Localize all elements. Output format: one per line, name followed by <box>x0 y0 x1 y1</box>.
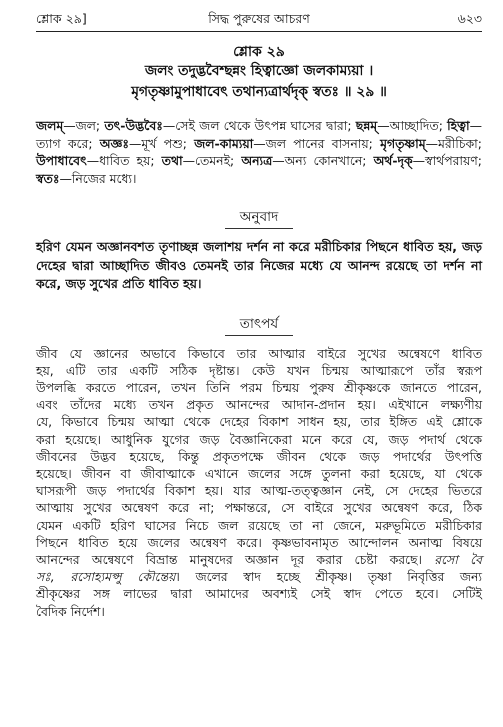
synonym-term: হিত্বা <box>447 118 470 133</box>
synonym-term: অন্যত্র <box>241 153 273 168</box>
translation-heading: অনুবাদ <box>239 209 279 225</box>
verse-number: শ্লোক ২৯ <box>233 44 285 60</box>
purport-line <box>36 585 482 602</box>
purport-quote: সঃ, রসোহ্যমপ্সু কৌন্তেয় <box>36 569 176 585</box>
purport-line <box>36 345 482 362</box>
running-head-chapter-title: সিদ্ধ পুরুষের আচরণ <box>208 11 310 26</box>
synonym-meaning: নিজের মধ্যে। <box>71 170 137 186</box>
book-page <box>36 10 482 620</box>
synonym-term: জলম্ <box>36 118 64 133</box>
purport-segment: করা হয়েছে। আধুনিক যুগের জড় বৈজ্ঞানিকেরা মনে করে যে, জড় পদার্থ থেকে <box>36 431 482 447</box>
purport-segment: হয়, এটি তার একটি সঠিক দৃষ্টান্ত। কেউ যখন চিন্ময় আত্মারূপে তাঁর স্বরূপ <box>36 362 482 378</box>
page-number: ৬২৩ <box>457 11 482 26</box>
synonym-term: মৃগতৃষ্ণাম্ <box>380 135 426 151</box>
purport-line <box>36 499 482 516</box>
synonym-meaning: ধাবিত হয়; <box>99 153 155 168</box>
synonyms-paragraph: জলম্—জল; তৎ-উদ্ভবৈঃ—সেই জল থেকে উৎপন্ন ঘাসের দ্বারা; ছন্নম্—আচ্ছাদিত; হিত্বা—ত্যাগ করে; অজ্ঞঃ—মূর্খ পশু; জল-কাম্যয়া—জল পানের বাসনায়; মৃগতৃষ্ণাম্—মরীচিকা; উপাধাবেৎ—ধাবিত হয়; তথা—তেমনই; অন্যত্র—অন্য কোনখানে; অর্থ-দৃক্—স্বার্থপরায়ণ; স্বতঃ—নিজের মধ্যে। <box>36 118 482 186</box>
header-rule <box>36 31 482 32</box>
purport-line <box>36 413 482 430</box>
synonym-meaning: জল; <box>75 118 101 133</box>
purport-segment: আত্মায় সুখের অন্বেষণ করে না; পক্ষান্তরে, সে বাইরে সুখের অন্বেষণ করে, ঠিক <box>36 500 482 516</box>
synonym-term: স্বতঃ <box>36 170 60 186</box>
purport-segment: যে, কিভাবে চিন্ময় আত্মা থেকে দেহের বিকাশ সাধন হয়, তার ইঙ্গিত এই শ্লোকে <box>36 414 482 430</box>
purport-line <box>36 517 482 534</box>
purport-segment: যেমন একটি হরিণ ঘাসের নিচে জল রয়েছে তা না জেনে, মরুভূমিতে মরীচিকার <box>36 517 482 533</box>
synonym-meaning: ত্যাগ করে; <box>36 135 93 151</box>
purport-line <box>36 379 482 396</box>
running-head <box>36 10 482 30</box>
purport-segment: জীব যে জ্ঞানের অভাবে কিভাবে তার আত্মার বাইরে সুখের অন্বেষণে ধাবিত <box>36 345 482 361</box>
synonym-meaning: মরীচিকা; <box>438 135 482 151</box>
purport-line <box>36 534 482 551</box>
synonym-meaning: অন্য কোনখানে; <box>284 153 367 168</box>
purport-line <box>36 362 482 379</box>
synonym-meaning: মূর্খ পশু; <box>141 135 187 151</box>
synonym-term: তৎ-উদ্ভবৈঃ <box>104 118 163 133</box>
purport-segment: আনন্দের অন্বেষণে বিভ্রান্ত মানুষদের অজ্ঞান দূর করার চেষ্টা করছে। <box>36 551 435 567</box>
synonym-meaning: জল পানের বাসনায়; <box>265 135 373 151</box>
synonym-term: অর্থ-দৃক্ <box>373 153 413 168</box>
synonym-term: জল-কাম্যয়া <box>194 135 254 151</box>
synonym-meaning: স্বার্থপরায়ণ; <box>425 153 482 168</box>
purport-line <box>36 465 482 482</box>
synonym-term: তথা <box>161 153 183 168</box>
synonym-term: ছন্নম্ <box>355 118 378 133</box>
purport-text <box>36 345 482 620</box>
translation-heading-rule <box>225 228 293 229</box>
purport-segment: হয়েছে। জীবন বা জীবাত্মাকে এখানে জলের সঙ্গে তুলনা করা হয়েছে, যা থেকে <box>36 465 482 481</box>
purport-segment: । জলের স্বাদ হচ্ছে শ্রীকৃষ্ণ। তৃষ্ণা নিবৃত্তির জন্য <box>175 569 483 585</box>
purport-segment: এবং তাঁদের মধ্যে তখন প্রকৃত আনন্দের আদান-প্রদান হয়। এইখানে লক্ষ্যণীয় <box>36 397 482 413</box>
synonym-meaning: সেই জল থেকে উৎপন্ন ঘাসের দ্বারা; <box>175 118 352 133</box>
verse-line-2: মৃগতৃষ্ণামুপাধাবেৎ তথান্যত্রার্থদৃক্ স্বতঃ ॥ ২৯ ॥ <box>131 84 387 100</box>
purport-line <box>36 431 482 448</box>
purport-segment: উপলব্ধি করতে পারেন, তখন তিনি পরম চিন্ময় পুরুষ শ্রীকৃষ্ণকে জানতে পারেন, <box>36 379 482 395</box>
purport-segment: জীবনের উদ্ভব হয়েছে, কিন্তু প্রকৃতপক্ষে জীবন থেকে জড় পদার্থের উৎপত্তি <box>36 448 482 464</box>
purport-line <box>36 603 482 620</box>
purport-quote: রসো বৈ <box>434 551 483 567</box>
purport-segment: শ্রীকৃষ্ণের সঙ্গ লাভের দ্বারা আমাদের অবশ্যই সেই স্বাদ পেতে হবে। সেটিই <box>36 586 482 602</box>
purport-heading: তাৎপর্য <box>239 315 279 332</box>
purport-line <box>36 448 482 465</box>
purport-segment: বৈদিক নির্দেশ। <box>36 603 105 619</box>
purport-line <box>36 551 482 568</box>
synonym-term: অজ্ঞঃ <box>99 135 129 151</box>
synonym-term: উপাধাবেৎ <box>36 153 87 168</box>
purport-line <box>36 396 482 413</box>
synonym-meaning: আচ্ছাদিত; <box>389 118 443 133</box>
synonym-meaning: তেমনই; <box>194 153 235 168</box>
running-head-verse: শ্লোক ২৯] <box>36 11 87 26</box>
purport-segment: পিছনে ধাবিত হয়ে জলের অন্বেষণ করে। কৃষ্ণভাবনামৃত আন্দোলন অনাত্ম বিষয়ে <box>36 534 482 550</box>
verse-line-1: জলং তদুদ্ভবৈশ্ছন্নং হিত্বাজ্ঞো জলকাম্যয়া । <box>144 63 374 79</box>
translation-text: হরিণ যেমন অজ্ঞানবশত তৃণাচ্ছন্ন জলাশয় দর্শন না করে মরীচিকার পিছনে ধাবিত হয়, জড় দেহের দ্বারা আচ্ছাদিত জীবও তেমনই তার নিজের মধ্যে যে আনন্দ রয়েছে তা দর্শন না করে, জড় সুখের প্রতি ধাবিত হয়। <box>36 239 482 291</box>
purport-segment: ঘাসরূপী জড় পদার্থের বিকাশ হয়। যার আত্ম-তত্ত্বজ্ঞান নেই, সে দেহের ভিতরে <box>36 483 482 499</box>
purport-heading-rule <box>225 335 293 336</box>
purport-line <box>36 568 482 585</box>
purport-line <box>36 482 482 499</box>
